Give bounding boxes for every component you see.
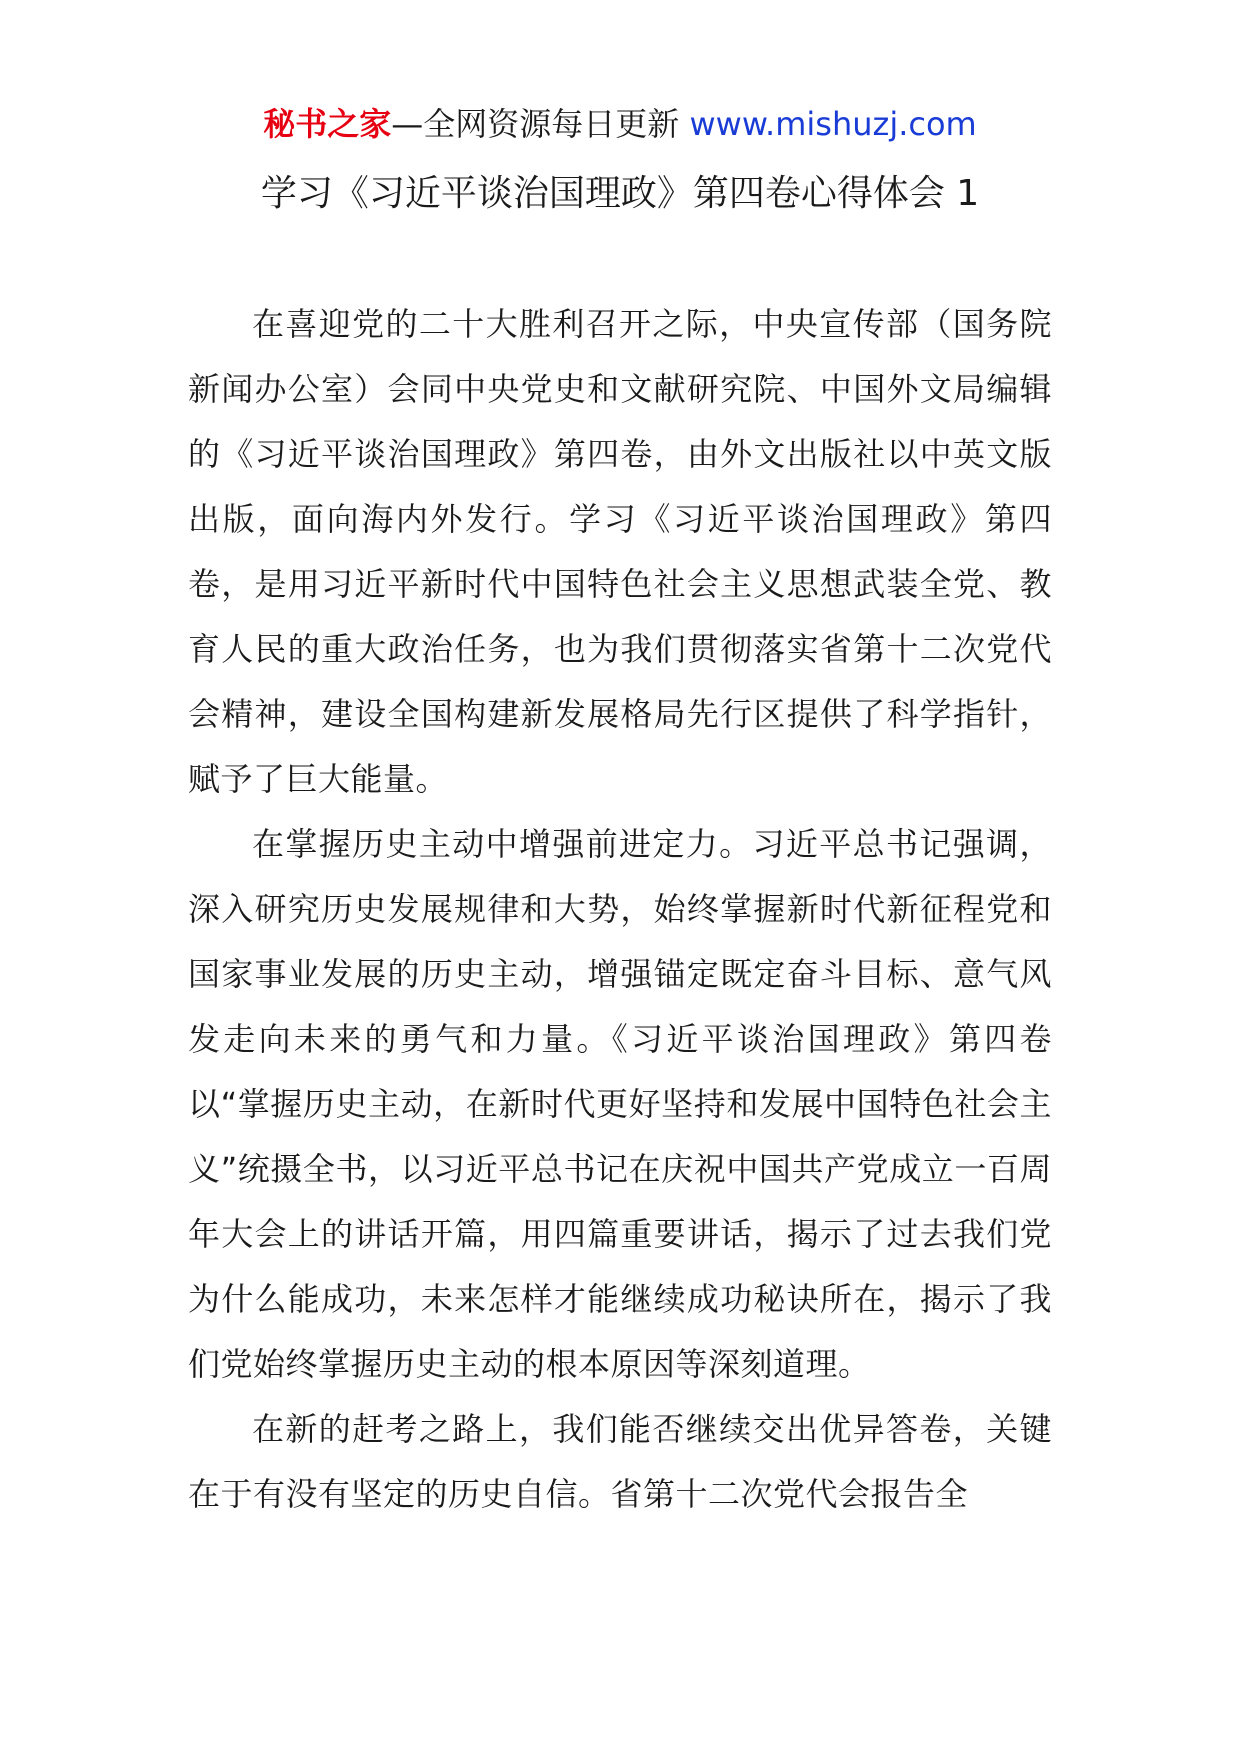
document-body: [188, 292, 1052, 1527]
document-title: 学习《习近平谈治国理政》第四卷心得体会 1: [260, 173, 980, 214]
site-url-link[interactable]: www.mishuzj.com: [689, 105, 977, 143]
site-header: [0, 100, 1240, 148]
site-tagline: —全网资源每日更新: [391, 105, 690, 143]
paragraph: 在新的赶考之路上，我们能否继续交出优异答卷，关键在于有没有坚定的历史自信。省第十二次党代会报告全: [188, 1410, 1052, 1513]
paragraph: 在掌握历史主动中增强前进定力。习近平总书记强调，深入研究历史发展规律和大势，始终掌握新时代新征程党和国家事业发展的历史主动，增强锚定既定奋斗目标、意气风发走向未来的勇气和力量。《习近平谈治国理政》第四卷以“掌握历史主动，在新时代更好坚持和发展中国特色社会主义”统摄全书，以习近平总书记在庆祝中国共产党成立一百周年大会上的讲话开篇，用四篇重要讲话，揭示了过去我们党为什么能成功，未来怎样才能继续成功秘诀所在，揭示了我们党始终掌握历史主动的根本原因等深刻道理。: [188, 825, 1052, 1383]
paragraph: 在喜迎党的二十大胜利召开之际，中央宣传部（国务院新闻办公室）会同中央党史和文献研究院、中国外文局编辑的《习近平谈治国理政》第四卷，由外文出版社以中英文版出版，面向海内外发行。学习《习近平谈治国理政》第四卷，是用习近平新时代中国特色社会主义思想武装全党、教育人民的重大政治任务，也为我们贯彻落实省第十二次党代会精神，建设全国构建新发展格局先行区提供了科学指针，赋予了巨大能量。: [188, 305, 1052, 798]
site-brand: 秘书之家: [263, 105, 392, 143]
